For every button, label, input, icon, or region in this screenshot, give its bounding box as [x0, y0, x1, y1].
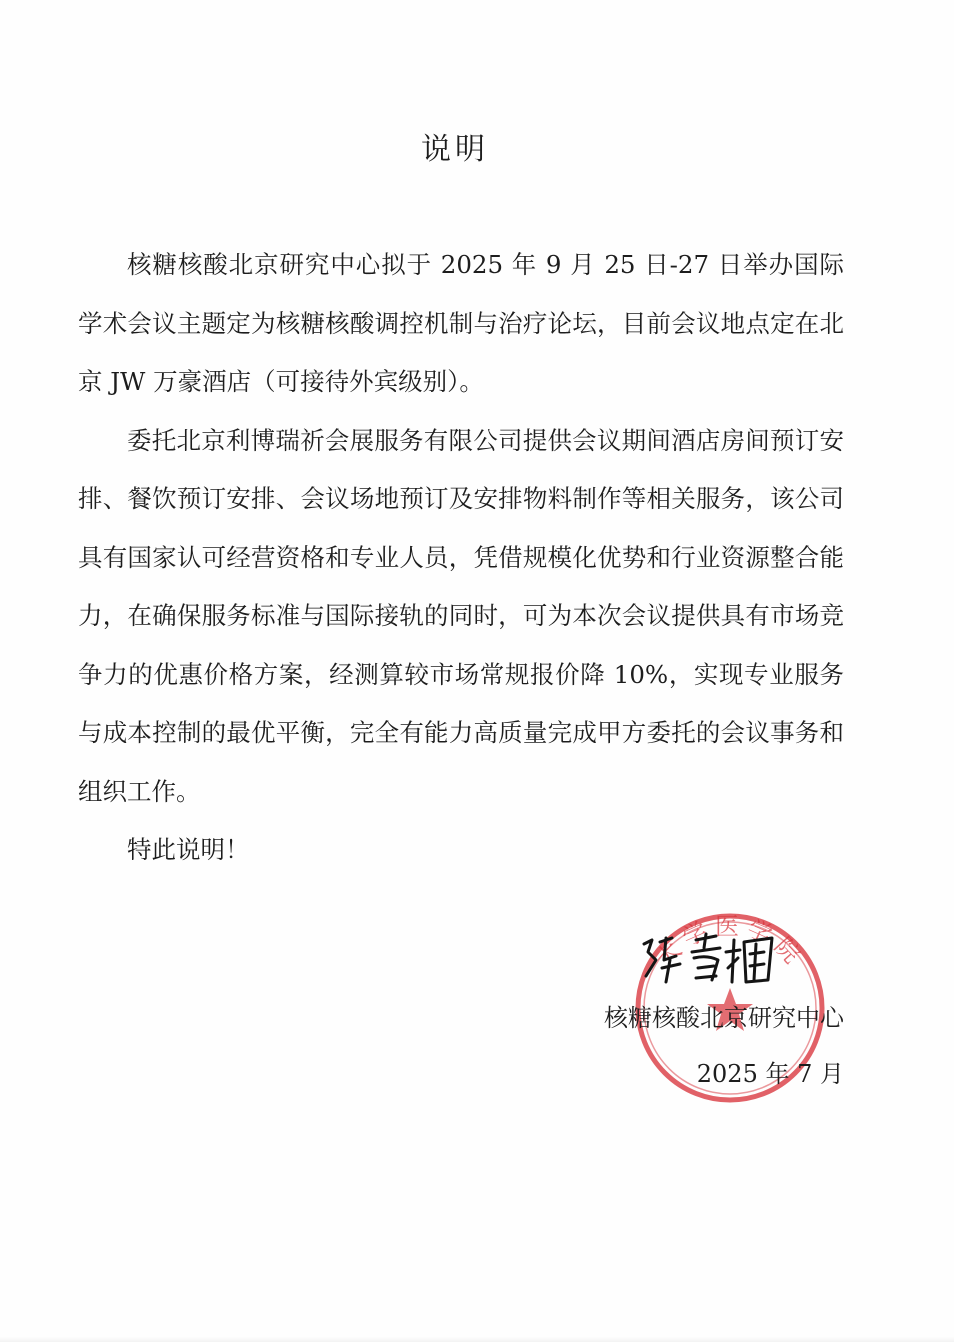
seal-text: 大学医学院: [650, 912, 810, 974]
document-date: 2025 年 7 月: [696, 1060, 844, 1088]
handwritten-signature-icon: [636, 930, 786, 990]
paragraph-2: 委托北京利博瑞祈会展服务有限公司提供会议期间酒店房间预订安排、餐饮预订安排、会议场地预订及安排物料制作等相关服务，该公司具有国家认可经营资格和专业人员，凭借规模化优势和行业资源整合能力，在确保服务标准与国际接轨的同时，可为本次会议提供具有市场竞争力的优惠价格方案，经测算较市场常规报价降 10%，实现专业服务与成本控制的最优平衡，完全有能力高质量完成甲方委托的会议事务和组织工作。: [78, 425, 844, 806]
document-title: 说明: [421, 132, 489, 167]
signatory-organization: 核糖核酸北京研究中心: [604, 1004, 844, 1032]
document-body: [78, 236, 844, 880]
signature-block: [604, 990, 844, 1102]
page-edge: [0, 1336, 954, 1342]
paragraph-3: 特此说明！: [127, 835, 250, 864]
paragraph-1: 核糖核酸北京研究中心拟于 2025 年 9 月 25 日-27 日举办国际学术会议主题定为核糖核酸调控机制与治疗论坛，目前会议地点定在北京 JW 万豪酒店（可接待外宾级别）。: [78, 250, 844, 396]
